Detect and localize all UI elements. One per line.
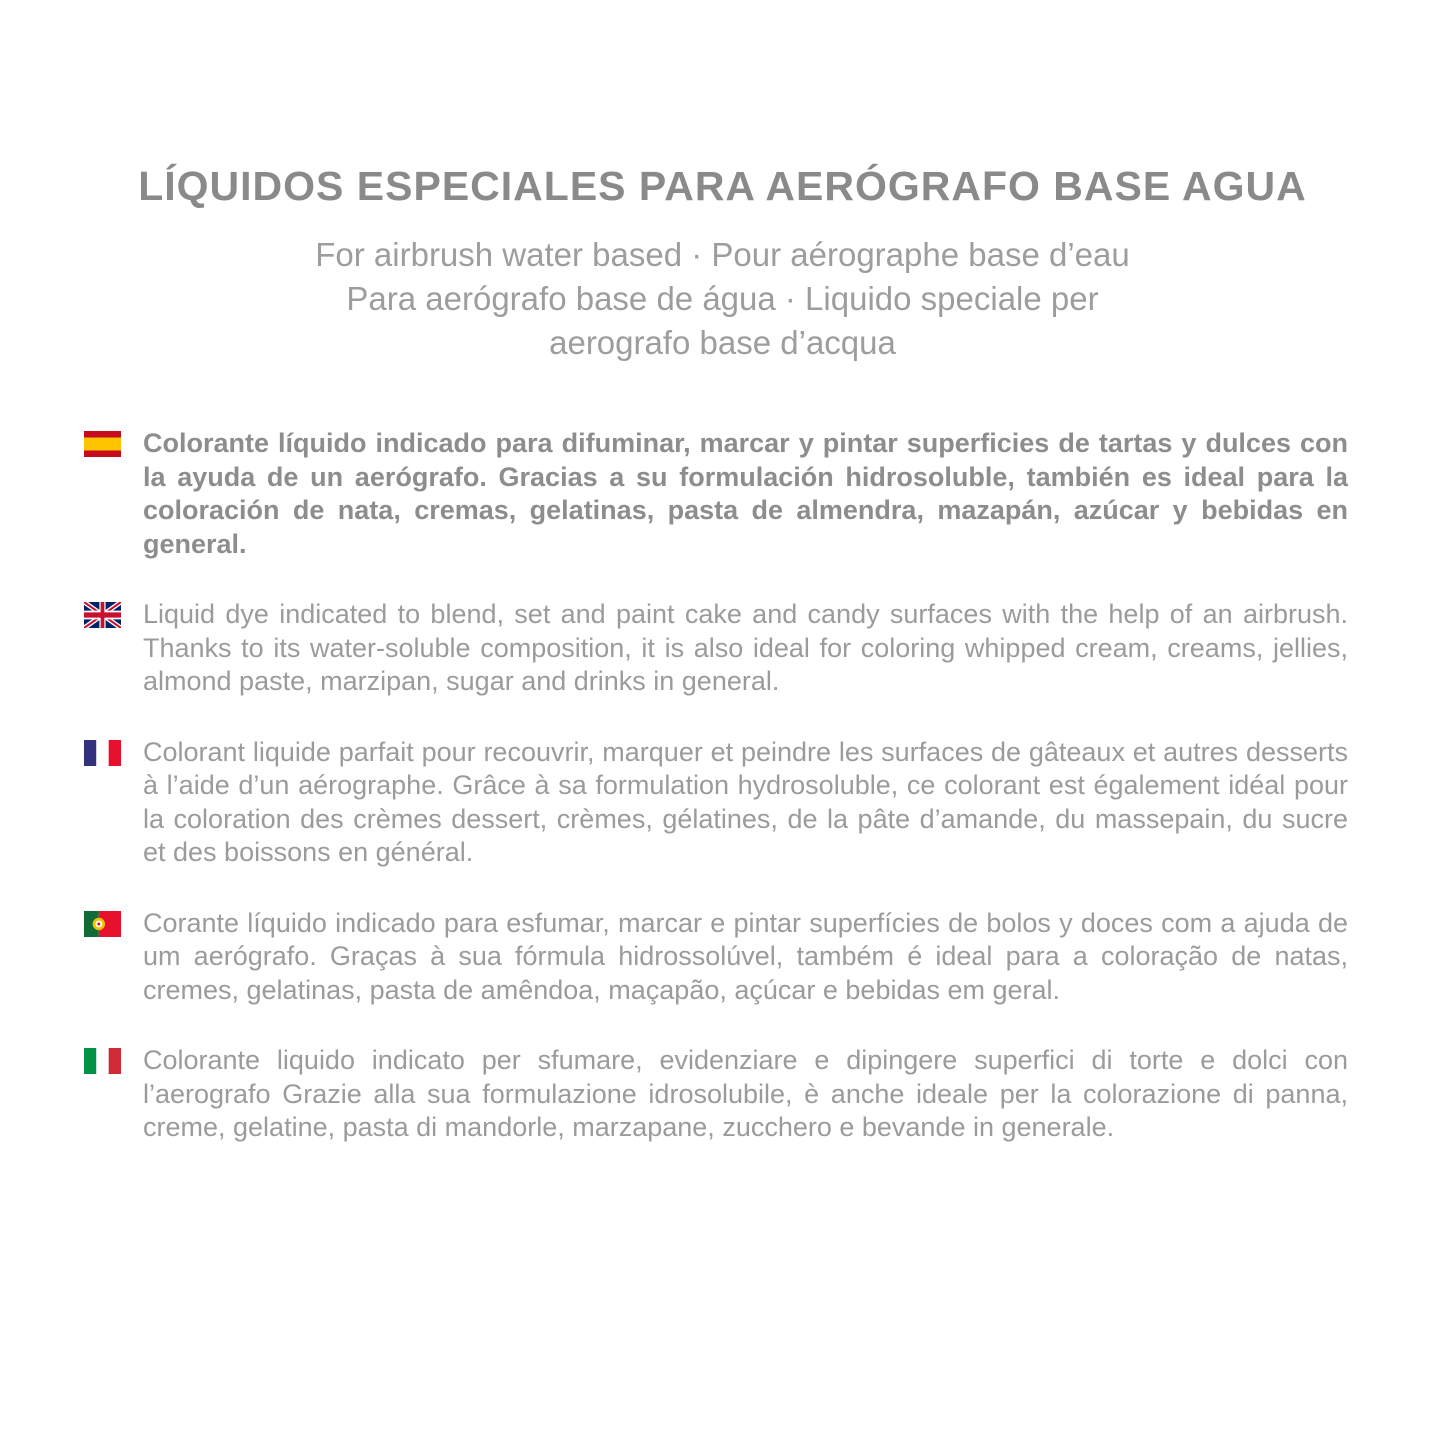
- paragraph-portuguese-text: Corante líquido indicado para esfumar, marcar e pintar superfícies de bolos y doces com a ajuda de um aerógrafo. Graças à sua fórmula hidrossolúvel, também é ideal para a coloração de natas, cremes, gelatinas, pasta de amêndoa, maçapão, açúcar e bebidas em geral.: [143, 907, 1348, 1005]
- paragraph-english: [84, 598, 1348, 699]
- paragraph-portuguese: [84, 907, 1348, 1008]
- uk-flag-icon: [84, 602, 121, 628]
- page-subtitle: [0, 233, 1445, 365]
- france-flag-icon: [84, 740, 121, 766]
- paragraph-french-text: Colorant liquide parfait pour recouvrir, marquer et peindre les surfaces de gâteaux et autres desserts à l’aide d’un aérographe. Grâce à sa formulation hydrosoluble, ce colorant est également idéal pour la coloration des crèmes dessert, crèmes, gélatines, de la pâte d’amande, du massepain, du sucre et des boissons en général.: [143, 736, 1348, 868]
- paragraph-english-text: Liquid dye indicated to blend, set and paint cake and candy surfaces with the help of an airbrush. Thanks to its water-soluble composition, it is also ideal for coloring whipped cream, creams, jellies, almond paste, marzipan, sugar and drinks in general.: [143, 599, 1348, 697]
- paragraph-spanish: [84, 427, 1348, 561]
- subtitle-line-2: Para aerógrafo base de água · Liquido speciale per: [346, 280, 1099, 318]
- subtitle-line-1: For airbrush water based · Pour aérographe base d’eau: [315, 236, 1130, 274]
- portugal-flag-icon: [84, 911, 121, 937]
- subtitle-line-3: aerografo base d’acqua: [549, 324, 896, 362]
- italy-flag-icon: [84, 1048, 121, 1074]
- paragraph-french: [84, 736, 1348, 870]
- page-title: LÍQUIDOS ESPECIALES PARA AERÓGRAFO BASE AGUA: [138, 163, 1307, 209]
- paragraph-spanish-text: Colorante líquido indicado para difuminar, marcar y pintar superficies de tartas y dulces con la ayuda de un aerógrafo. Gracias a su formulación hidrosoluble, también es ideal para la coloración de nata, cremas, gelatinas, pasta de almendra, mazapán, azúcar y bebidas en general.: [143, 428, 1348, 559]
- paragraph-italian-text: Colorante liquido indicato per sfumare, evidenziare e dipingere superfici di torte e dolci con l’aerografo Grazie alla sua formulazione idrosolubile, è anche ideale per la colorazione di panna, creme, gelatine, pasta di mandorle, marzapane, zucchero e bevande in generale.: [143, 1045, 1348, 1143]
- header: [0, 0, 1445, 365]
- spain-flag-icon: [84, 431, 121, 457]
- paragraph-italian: [84, 1044, 1348, 1145]
- description-paragraphs: [84, 427, 1348, 1145]
